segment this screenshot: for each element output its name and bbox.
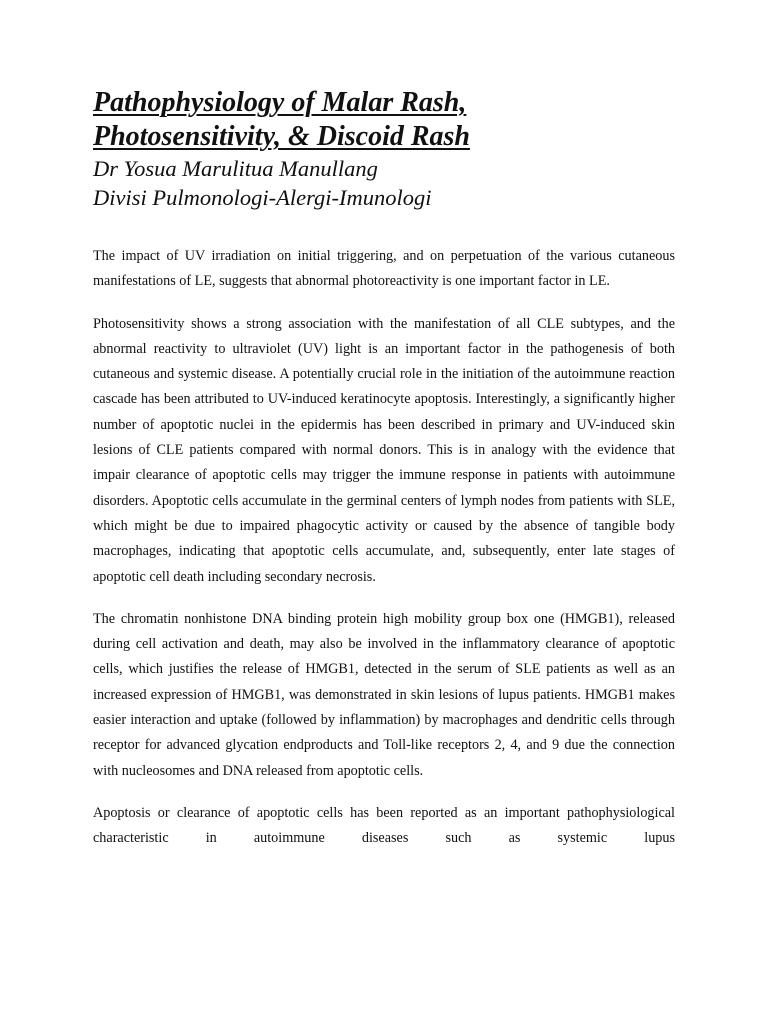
author-name: Dr Yosua Marulitua Manullang — [93, 156, 378, 181]
document-page — [93, 86, 675, 869]
paragraph: Photosensitivity shows a strong association with the manifestation of all CLE subtypes, and the abnormal reactivity to ultraviolet (UV) light is an important factor in the pathogenesis of both cutaneous and systemic disease. A potentially crucial role in the initiation of the autoimmune reaction cascade has been attributed to UV-induced keratinocyte apoptosis. Interestingly, a significantly higher number of apoptotic nuclei in the epidermis has been described in primary and UV-induced skin lesions of CLE patients compared with normal donors. This is in analogy with the evidence that impair clearance of apoptotic cells may trigger the immune response in patients with autoimmune disorders. Apoptotic cells accumulate in the germinal centers of lymph nodes from patients with SLE, which might be due to impaired phagocytic activity or caused by the absence of tangible body macrophages, indicating that apoptotic cells accumulate, and, subsequently, enter late stages of apoptotic cell death including secondary necrosis. — [93, 315, 675, 585]
body-text — [93, 244, 675, 852]
document-title — [93, 86, 675, 154]
title-line-1: Pathophysiology of Malar Rash, — [93, 87, 467, 118]
paragraph: The chromatin nonhistone DNA binding protein high mobility group box one (HMGB1), released during cell activation and death, may also be involved in the inflammatory clearance of apoptotic cells, which justifies the release of HMGB1, detected in the serum of SLE patients as well as an increased expression of HMGB1, was demonstrated in skin lesions of lupus patients. HMGB1 makes easier interaction and uptake (followed by inflammation) by macrophages and dendritic cells through receptor for advanced glycation endproducts and Toll-like receptors 2, 4, and 9 due the connection with nucleosomes and DNA released from apoptotic cells. — [93, 610, 675, 779]
paragraph: The impact of UV irradiation on initial triggering, and on perpetuation of the various cutaneous manifestations of LE, suggests that abnormal photoreactivity is one important factor in LE. — [93, 248, 675, 290]
author-division: Divisi Pulmonologi-Alergi-Imunologi — [93, 185, 432, 210]
title-line-2: Photosensitivity, & Discoid Rash — [93, 121, 470, 152]
paragraph: Apoptosis or clearance of apoptotic cells has been reported as an important pathophysiological characteristic in autoimmune diseases such as systemic lupus — [93, 804, 675, 847]
author-block — [93, 154, 675, 212]
